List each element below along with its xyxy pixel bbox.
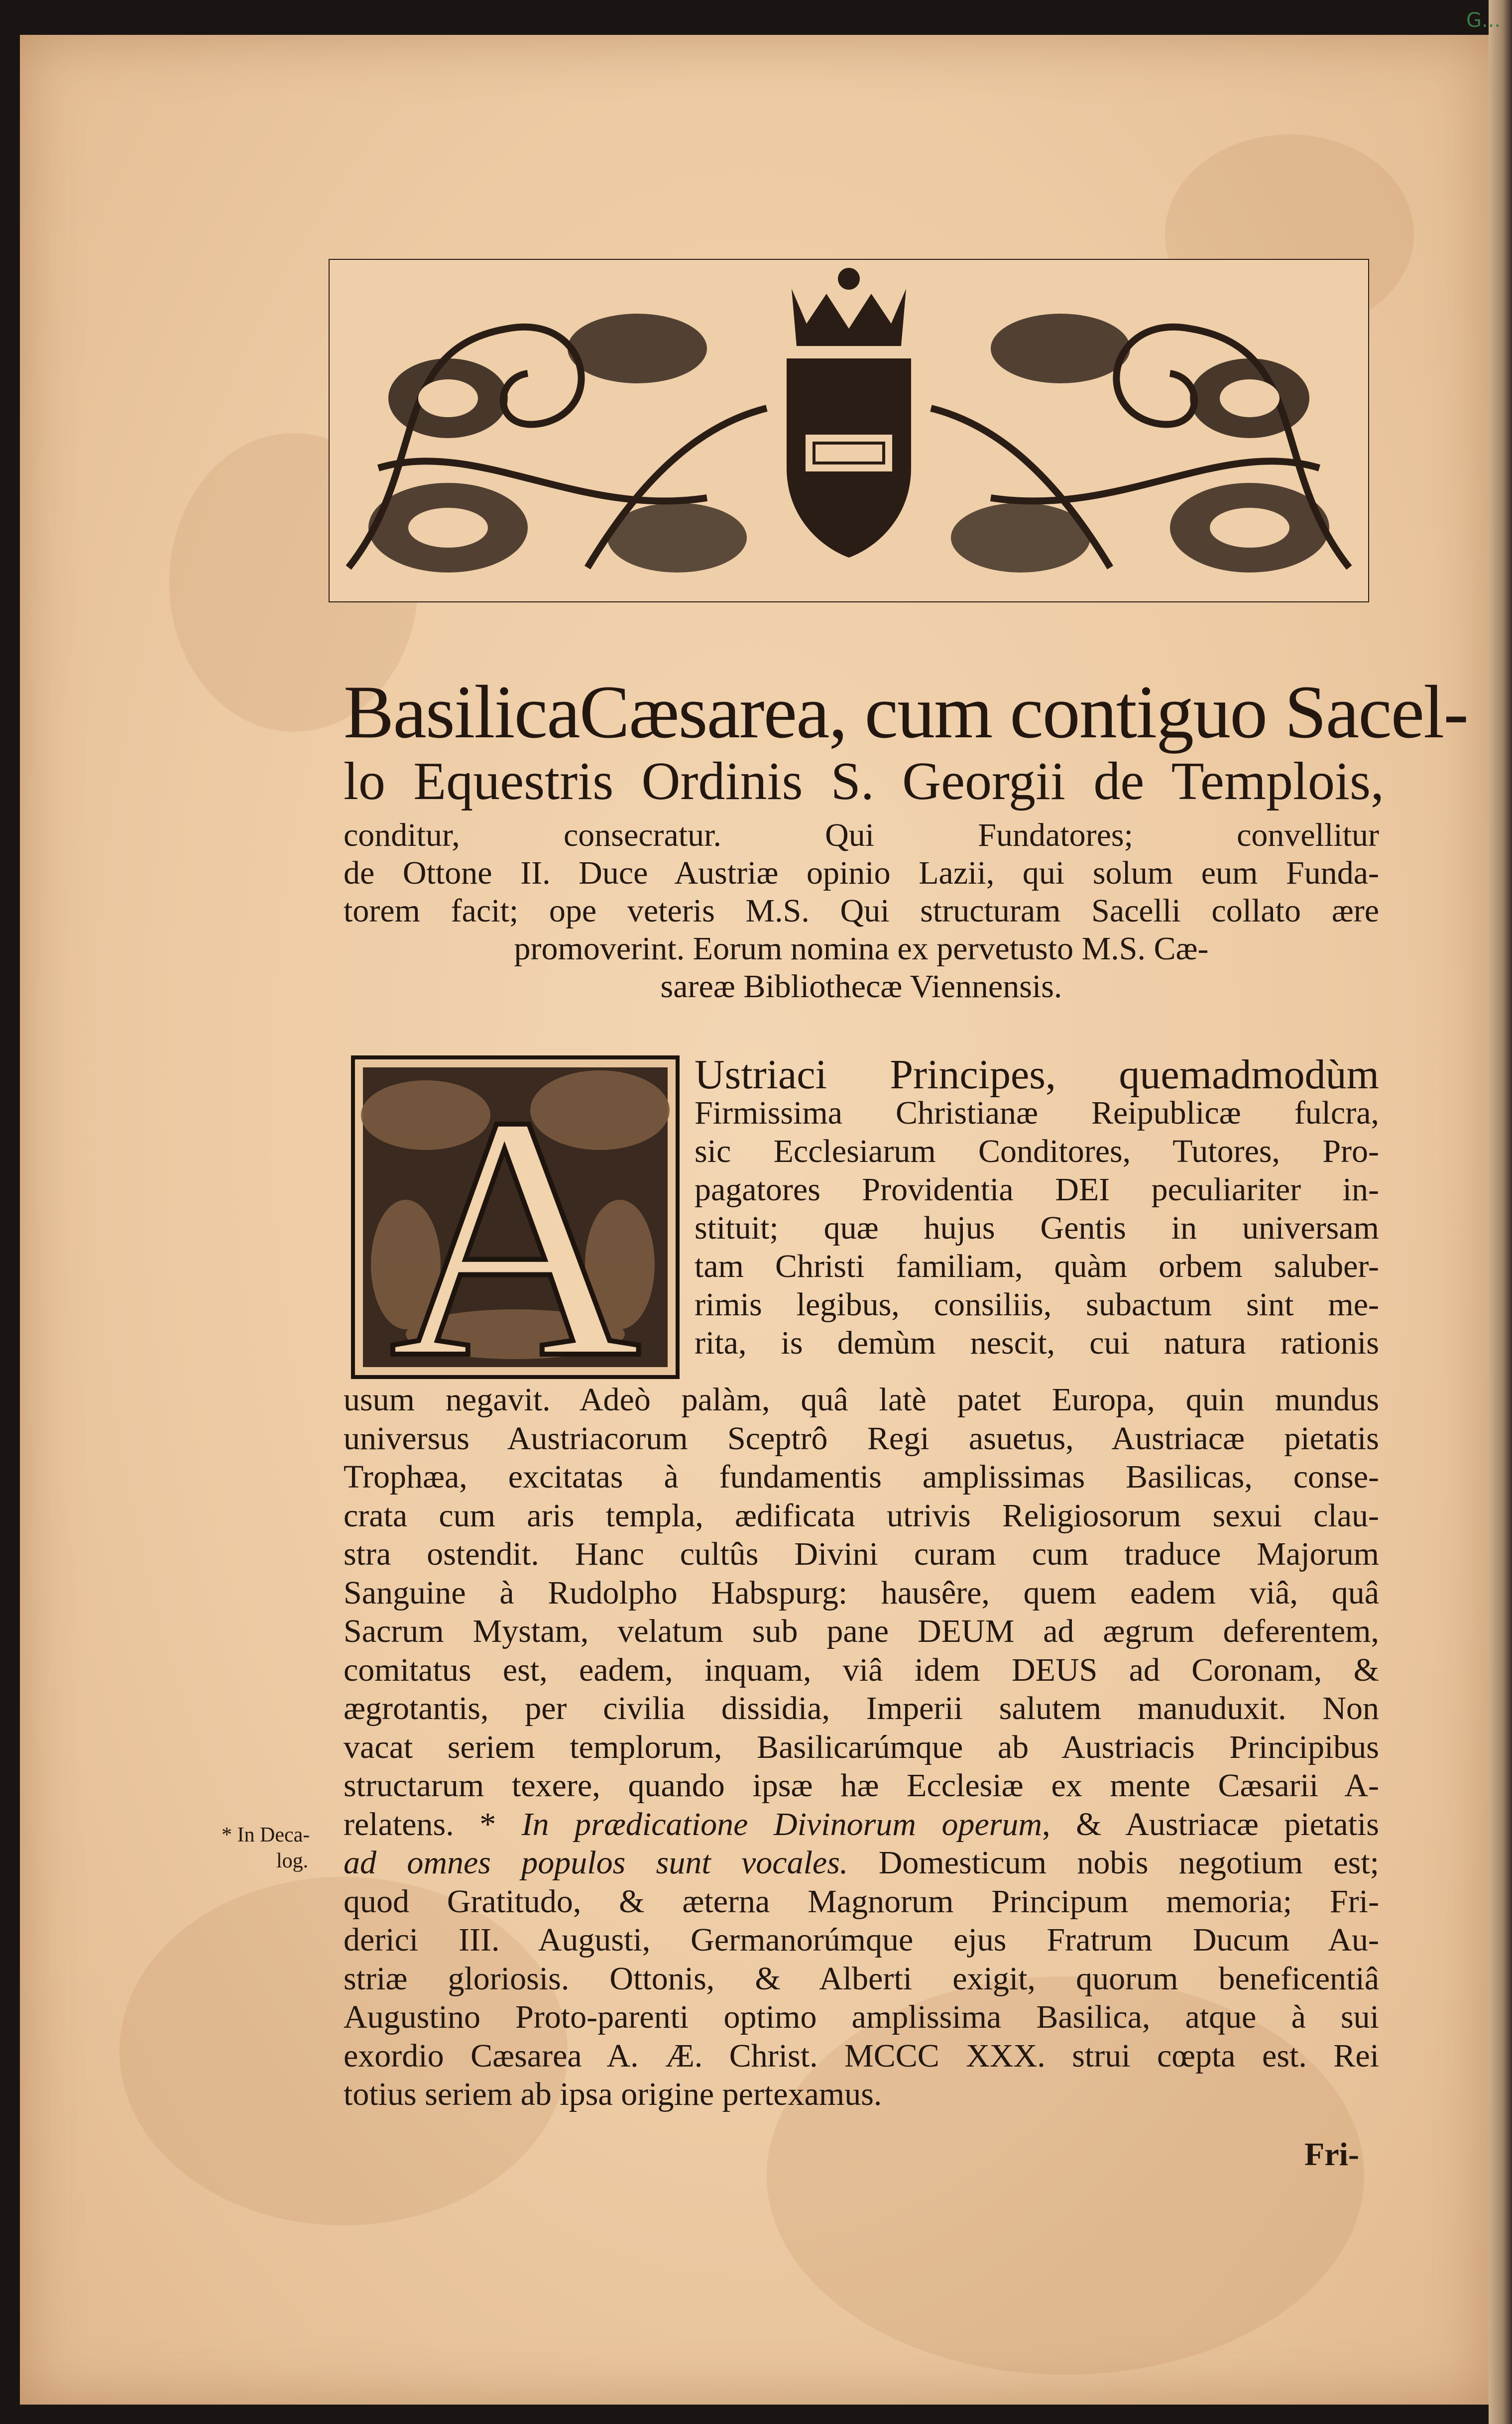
body-line: quod Gratitudo, & æterna Magnorum Principum memoria; Fri- bbox=[344, 1883, 1379, 1920]
catchword: Fri- bbox=[1304, 2136, 1359, 2173]
body-line: derici III. Augusti, Germanorúmque ejus Fratrum Ducum Au- bbox=[344, 1922, 1379, 1958]
body-line: tam Christi familiam, quàm orbem saluber- bbox=[695, 1248, 1379, 1284]
body-line: Ustriaci Principes, quemadmodùm bbox=[695, 1051, 1379, 1098]
body-line: usum negavit. Adeò palàm, quâ latè patet Europa, quin mundus bbox=[344, 1382, 1379, 1418]
corner-mark: G... bbox=[1466, 9, 1501, 32]
body-line: rita, is demùm nescit, cui natura rationis bbox=[695, 1325, 1379, 1361]
body-line: comitatus est, eadem, inquam, viâ idem DEUS ad Coronam, & bbox=[344, 1651, 1379, 1688]
line-text: relatens. * bbox=[344, 1806, 522, 1843]
chapter-summary bbox=[344, 816, 1379, 1006]
body-text bbox=[344, 1381, 1379, 2114]
body-line: Augustino Proto-parenti optimo amplissima Basilica, atque à sui bbox=[344, 1999, 1379, 2035]
body-line: pagatores Providentia DEI peculiariter in- bbox=[695, 1171, 1379, 1208]
body-line: vacat seriem templorum, Basilicarúmque ab Austriacis Principibus bbox=[344, 1729, 1379, 1765]
drop-cap-woodcut bbox=[351, 1055, 680, 1379]
page-edge bbox=[1489, 0, 1512, 2424]
body-line: crata cum aris templa, ædificata utrivis Religiosorum sexui clau- bbox=[344, 1497, 1379, 1534]
chapter-title bbox=[344, 670, 1468, 811]
marginal-note-line: log. bbox=[276, 1849, 309, 1872]
body-line: sic Ecclesiarum Conditores, Tutores, Pro- bbox=[695, 1133, 1379, 1169]
body-line-with-quotation bbox=[344, 1844, 1379, 1882]
body-line: striæ gloriosis. Ottonis, & Alberti exigit, quorum beneficentiâ bbox=[344, 1960, 1379, 1997]
drop-cap bbox=[351, 1055, 680, 1379]
body-line: Trophæa, excitatas à fundamentis amplissimas Basilicas, conse- bbox=[344, 1459, 1379, 1495]
italic-quotation: In prædicatione Divinorum operum bbox=[521, 1806, 1043, 1843]
body-line: universus Austriacorum Sceptrô Regi asuetus, Austriacæ pietatis bbox=[344, 1420, 1379, 1457]
summary-line: sareæ Bibliothecæ Viennensis. bbox=[660, 968, 1062, 1005]
title-line-1: BasilicaCæsarea, cum contiguo Sacel- bbox=[344, 670, 1468, 754]
body-line: ægrotantis, per civilia dissidia, Imperii salutem manuduxit. Non bbox=[344, 1690, 1379, 1727]
marginal-note bbox=[222, 1822, 346, 1874]
ornamental-headpiece bbox=[329, 259, 1369, 602]
body-line-with-quotation bbox=[344, 1805, 1379, 1844]
body-line: Firmissima Christianæ Reipublicæ fulcra, bbox=[695, 1095, 1379, 1131]
body-line: totius seriem ab ipsa origine pertexamus. bbox=[344, 2076, 882, 2112]
italic-quotation: ad omnes populos sunt vocales. bbox=[344, 1845, 848, 1881]
summary-line: de Ottone II. Duce Austriæ opinio Lazii, qui solum eum Funda- bbox=[344, 855, 1379, 891]
marginal-note-line: * In Deca- bbox=[222, 1824, 310, 1847]
summary-line: promoverint. Eorum nomina ex pervetusto M.S. Cæ- bbox=[514, 930, 1209, 967]
body-line: Sanguine à Rudolpho Habspurg: hausêre, quem eadem viâ, quâ bbox=[344, 1574, 1379, 1611]
line-text: , & Austriacæ pietatis bbox=[1042, 1806, 1379, 1843]
body-line: exordio Cæsarea A. Æ. Christ. MCCC XXX. strui cœpta est. Rei bbox=[344, 2037, 1379, 2074]
line-text: Domesticum nobis negotium est; bbox=[848, 1845, 1380, 1881]
body-wrapped-lines bbox=[695, 1051, 1379, 1362]
summary-line: conditur, consecratur. Qui Fundatores; convellitur bbox=[344, 817, 1379, 853]
body-line: stra ostendit. Hanc cultûs Divini curam cum traduce Majorum bbox=[344, 1536, 1379, 1572]
body-line: structarum texere, quando ipsæ hæ Ecclesiæ ex mente Cæsarii A- bbox=[344, 1767, 1379, 1804]
body-line: stituit; quæ hujus Gentis in universam bbox=[695, 1210, 1379, 1246]
body-line: Sacrum Mystam, velatum sub pane DEUM ad ægrum deferentem, bbox=[344, 1613, 1379, 1649]
title-line-2: lo Equestris Ordinis S. Georgii de Templois, bbox=[344, 752, 1384, 811]
body-line: rimis legibus, consiliis, subactum sint me- bbox=[695, 1286, 1379, 1323]
drop-cap-letter: A bbox=[389, 1055, 641, 1379]
summary-line: torem facit; ope veteris M.S. Qui structuram Sacelli collato ære bbox=[344, 893, 1379, 929]
